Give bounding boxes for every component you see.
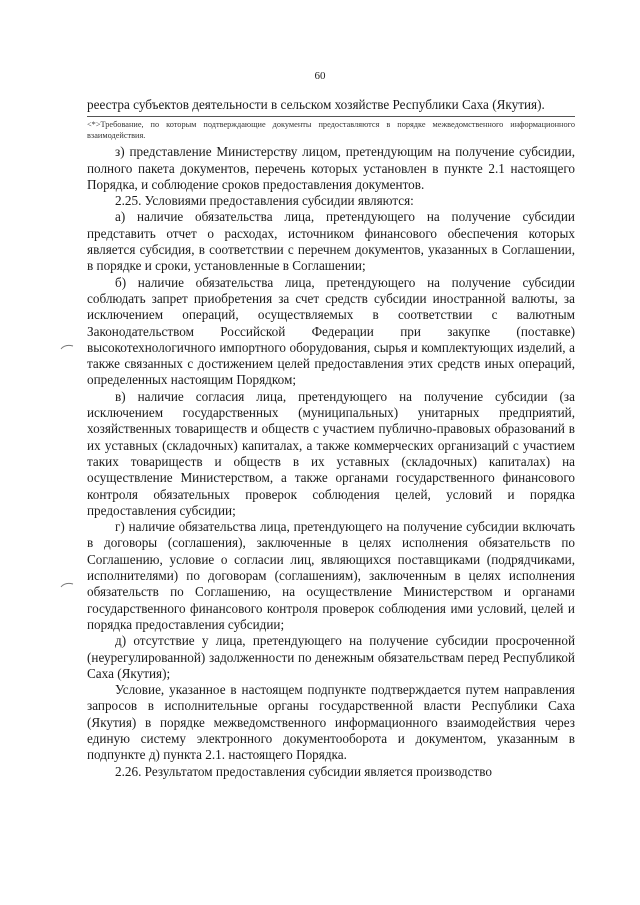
footnote: <*>Требование, по которым подтверждающие документы предоставляются в порядке межведомственного информационного взаимодействия.	[87, 120, 575, 141]
margin-mark-icon	[60, 344, 74, 350]
paragraph-v: в) наличие согласия лица, претендующего на получение субсидии (за исключением государственных (муниципальных) унитарных предприятий, хозяйственных товариществ и обществ с участием публично-правовых образований в их уставных (складочных) капиталах, а также коммерческих организаций с участием таких товариществ и обществ в их уставных (складочных) капиталах) на осуществление Министерством, а также органами государственного финансового контроля обязательных проверок соблюдения целей, условий и порядка предоставления субсидии;	[87, 388, 575, 518]
top-fragment: реестра субъектов деятельности в сельском хозяйстве Республики Саха (Якутия).	[87, 97, 545, 112]
margin-mark-icon	[60, 582, 74, 588]
paragraph-2-26: 2.26. Результатом предоставления субсидии является производство	[115, 763, 492, 779]
footnote-divider	[87, 116, 575, 117]
paragraph-b: б) наличие обязательства лица, претендующего на получение субсидии соблюдать запрет приобретения за счет средств субсидии иностранной валюты, за исключением операций, осуществляемых в соответствии с валютным Законодательством Российской Федерации при закупке (поставке) высокотехнологичного импортного оборудования, сырья и комплектующих изделий, а также связанных с достижением целей предоставления этих средств иных операций, определенных настоящим Порядком;	[87, 274, 575, 388]
paragraph-2-25: 2.25. Условиями предоставления субсидии являются:	[115, 193, 414, 209]
paragraph-condition: Условие, указанное в настоящем подпункте подтверждается путем направления запросов в исполнительные органы государственной власти Республики Саха (Якутия) в порядке межведомственного информационного взаимодействия через единую систему электронного документооборота и документом, указанным в подпункте д) пункта 2.1. настоящего Порядка.	[87, 682, 575, 763]
paragraph-a: а) наличие обязательства лица, претендующего на получение субсидии представить отчет о расходах, источником финансового обеспечения которых является субсидия, в соответствии с перечнем документов, указанных в Соглашении, в порядке и сроки, установленные в Соглашении;	[87, 209, 575, 274]
document-body	[87, 97, 575, 780]
paragraph-g: г) наличие обязательства лица, претендующего на получение субсидии включать в договоры (соглашения), заключенные в целях исполнения обязательств по Соглашению, условие о согласии лиц, являющихся поставщиками (подрядчиками, исполнителями) по договорам (соглашениям), заключенным в целях исполнения обязательств по Соглашению, на осуществление Министерством и органами государственного финансового контроля проверок соблюдения ими условий, целей и порядка предоставления субсидии;	[87, 519, 575, 632]
page-number: 60	[314, 70, 326, 82]
paragraph-z: з) представление Министерству лицом, претендующим на получение субсидии, полного пакета документов, перечень которых установлен в пункте 2.1 настоящего Порядка, и соблюдение сроков предоставления документов.	[87, 144, 575, 192]
paragraph-d: д) отсутствие у лица, претендующего на получение субсидии просроченной (неурегулированной) задолженности по денежным обязательствам перед Республикой Саха (Якутия);	[87, 633, 575, 681]
